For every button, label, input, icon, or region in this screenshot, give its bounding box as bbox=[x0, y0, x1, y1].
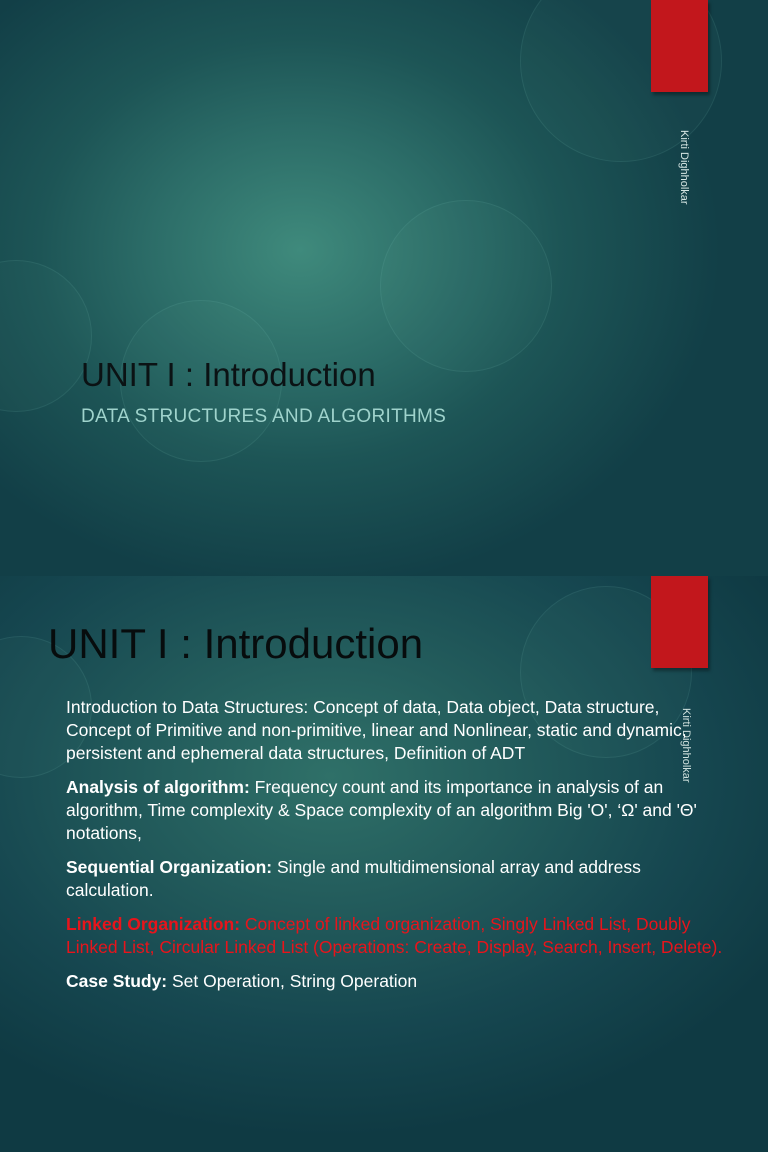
paragraph-sequential bbox=[66, 856, 726, 902]
decorative-circle bbox=[0, 260, 92, 412]
accent-bar bbox=[651, 576, 708, 668]
author-name: Kirti Dighholkar bbox=[680, 708, 692, 783]
accent-bar bbox=[651, 0, 708, 92]
slide-title: UNIT I : Introduction bbox=[48, 620, 424, 667]
paragraph-case-study bbox=[66, 970, 726, 993]
decorative-circle bbox=[380, 200, 552, 372]
paragraph-label: Case Study: bbox=[66, 971, 168, 991]
paragraph-text: Single and multidimensional array and address calculation. bbox=[66, 857, 641, 900]
paragraph-text: Frequency count and its importance in analysis of an algorithm, Time complexity & Space complexity of an algorithm Big 'O', ‘Ω' and 'Θ' notations, bbox=[66, 777, 697, 843]
author-name: Kirti Dighholkar bbox=[678, 130, 690, 205]
syllabus-content bbox=[66, 696, 726, 1004]
paragraph-label: Linked Organization: bbox=[66, 914, 241, 934]
paragraph-label: Sequential Organization: bbox=[66, 857, 273, 877]
paragraph-text: Set Operation, String Operation bbox=[167, 971, 418, 991]
paragraph-analysis bbox=[66, 776, 726, 845]
paragraph-linked bbox=[66, 913, 726, 959]
content-slide bbox=[0, 576, 768, 1152]
slide-title: UNIT I : Introduction bbox=[81, 356, 376, 393]
slide-subtitle: DATA STRUCTURES AND ALGORITHMS bbox=[81, 406, 447, 427]
paragraph-text: Introduction to Data Structures: Concept of data, Data object, Data structure, Concept of Primitive and non-primitive, linear and Nonlinear, static and dynamic, persistent and ephemeral data structures, Definition of ADT bbox=[66, 697, 687, 763]
paragraph-label: Analysis of algorithm: bbox=[66, 777, 250, 797]
paragraph-text: Concept of linked organization, Singly Linked List, Doubly Linked List, Circular Linked List (Operations: Create, Display, Search, Insert, Delete). bbox=[66, 914, 723, 957]
paragraph-intro bbox=[66, 696, 726, 765]
